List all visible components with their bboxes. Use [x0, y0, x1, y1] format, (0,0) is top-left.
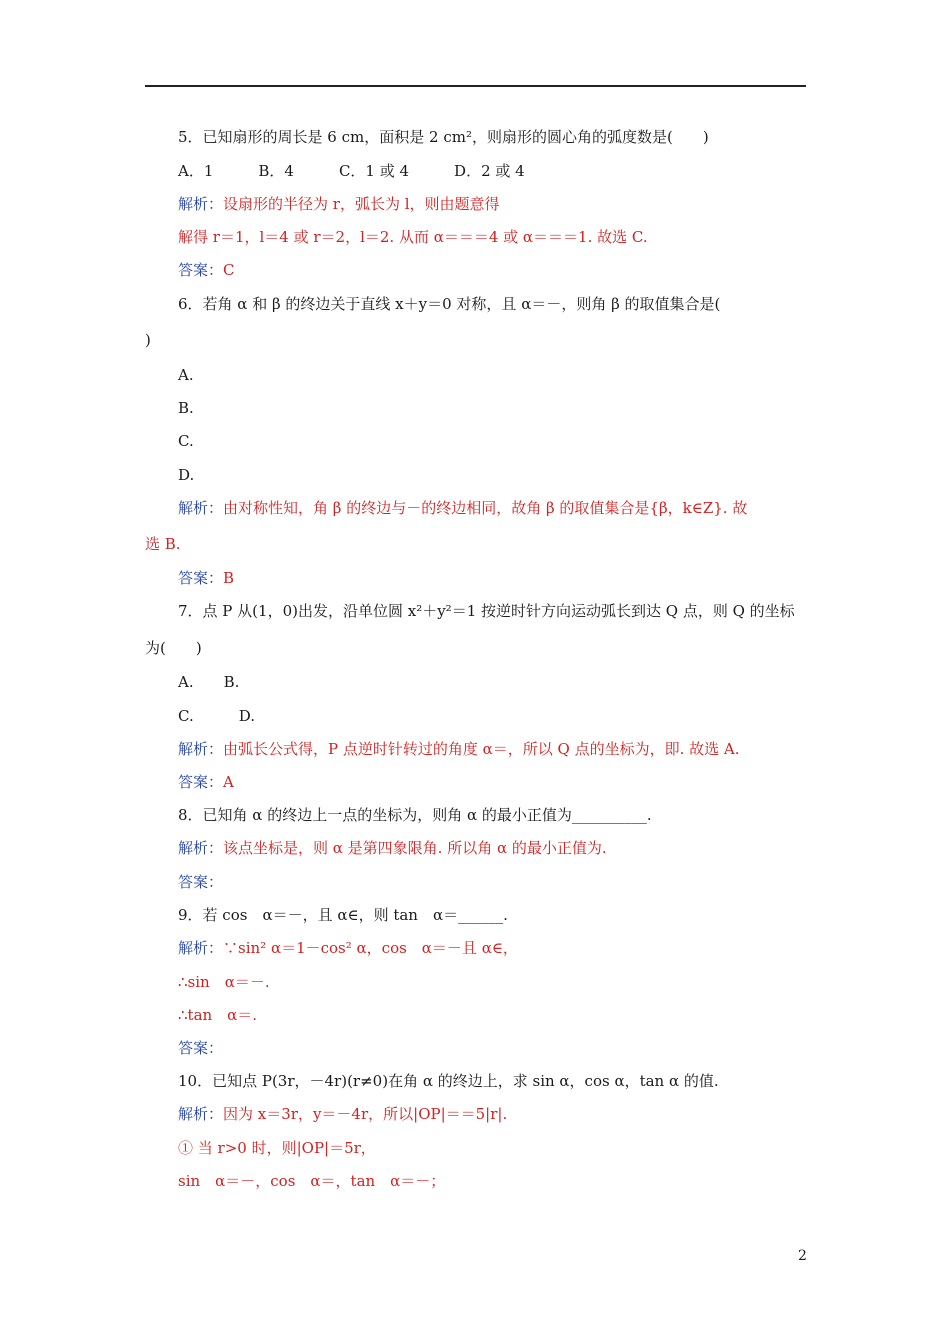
text-line: [178, 1104, 507, 1124]
question-text: 7．点 P 从(1，0)出发，沿单位圆 x²＋y²＝1 按逆时针方向运动弧长到达 Q 点，则 Q 的坐标: [178, 602, 795, 620]
label-text: 解析：: [178, 1105, 224, 1123]
solution-text: 设扇形的半径为 r，弧长为 l，则由题意得: [223, 195, 500, 213]
question-text: D.: [178, 466, 195, 484]
question-text: A.: [178, 366, 194, 384]
text-line: [178, 1038, 223, 1058]
page-number: 2: [798, 1248, 807, 1264]
text-line: [145, 534, 181, 554]
question-text: A．1 B．4 C．1 或 4 D．2 或 4: [178, 162, 525, 180]
solution-text: 选 B.: [145, 535, 181, 553]
solution-text: 解得 r＝1，l＝4 或 r＝2，l＝2. 从而 α＝＝＝4 或 α＝＝＝1. 故选 C.: [178, 228, 648, 246]
text-line: [178, 805, 652, 825]
label-text: 解析：: [178, 740, 224, 758]
label-text: 答案：: [178, 569, 224, 587]
text-line: [178, 772, 234, 792]
text-line: [178, 161, 525, 181]
text-line: [178, 127, 709, 147]
solution-text: 因为 x＝3r，y＝－4r，所以|OP|＝＝5|r|.: [223, 1105, 508, 1123]
solution-text: sin α＝－，cos α＝，tan α＝－；: [178, 1172, 446, 1190]
solution-text: ∴tan α＝.: [178, 1006, 258, 1024]
label-text: 答案：: [178, 873, 224, 891]
text-line: [178, 905, 508, 925]
text-line: [178, 465, 194, 485]
text-line: [145, 638, 202, 658]
text-line: [178, 1005, 257, 1025]
text-line: [178, 739, 740, 759]
text-line: [178, 838, 607, 858]
label-text: 解析：: [178, 939, 224, 957]
text-line: [178, 498, 747, 518]
text-line: [178, 398, 194, 418]
text-line: [178, 938, 518, 958]
label-text: 解析：: [178, 195, 224, 213]
text-line: [178, 872, 223, 892]
text-line: [178, 706, 255, 726]
question-text: 8．已知角 α 的终边上一点的坐标为，则角 α 的最小正值为__________.: [178, 806, 652, 824]
text-line: [178, 972, 270, 992]
label-text: 答案：: [178, 261, 224, 279]
label-text: 解析：: [178, 499, 224, 517]
solution-text: 由弧长公式得，P 点逆时针转过的角度 α＝，所以 Q 点的坐标为，即. 故选 A.: [223, 740, 740, 758]
question-text: A. B.: [178, 673, 240, 691]
label-text: 答案：: [178, 773, 224, 791]
solution-text: ∵sin² α＝1－cos² α，cos α＝－且 α∈，: [223, 939, 518, 957]
question-text: 10．已知点 P(3r，－4r)(r≠0)在角 α 的终边上，求 sin α，cos α，tan α 的值.: [178, 1072, 719, 1090]
text-line: [178, 1171, 445, 1191]
text-line: [178, 365, 194, 385]
question-text: 9．若 cos α＝－，且 α∈，则 tan α＝______.: [178, 906, 508, 924]
solution-text: ∴sin α＝－.: [178, 973, 270, 991]
solution-text: C: [223, 261, 235, 279]
text-line: [145, 330, 151, 350]
text-line: [178, 260, 235, 280]
solution-text: 由对称性知，角 β 的终边与－的终边相同，故角 β 的取值集合是{β，k∈Z}. 故: [223, 499, 748, 517]
solution-text: A: [223, 773, 234, 791]
question-text: C.: [178, 432, 194, 450]
text-line: [178, 1071, 719, 1091]
solution-text: ① 当 r>0 时，则|OP|＝5r，: [178, 1139, 376, 1157]
text-line: [178, 568, 234, 588]
label-text: 解析：: [178, 839, 224, 857]
header-rule: [145, 85, 806, 87]
solution-text: B: [223, 569, 235, 587]
question-text: C. D.: [178, 707, 255, 725]
label-text: 答案：: [178, 1039, 224, 1057]
text-line: [178, 1138, 376, 1158]
question-text: 为( ): [145, 639, 202, 657]
question-text: 6．若角 α 和 β 的终边关于直线 x＋y＝0 对称，且 α＝－，则角 β 的取值集合是(: [178, 295, 721, 313]
solution-text: 该点坐标是，则 α 是第四象限角. 所以角 α 的最小正值为.: [223, 839, 607, 857]
text-line: [178, 227, 648, 247]
text-line: [178, 294, 720, 314]
text-line: [178, 194, 500, 214]
text-line: [178, 672, 239, 692]
text-line: [178, 431, 194, 451]
question-text: 5．已知扇形的周长是 6 cm，面积是 2 cm²，则扇形的圆心角的弧度数是( ): [178, 128, 709, 146]
question-text: B.: [178, 399, 194, 417]
text-line: [178, 601, 795, 621]
question-text: ): [145, 331, 151, 349]
